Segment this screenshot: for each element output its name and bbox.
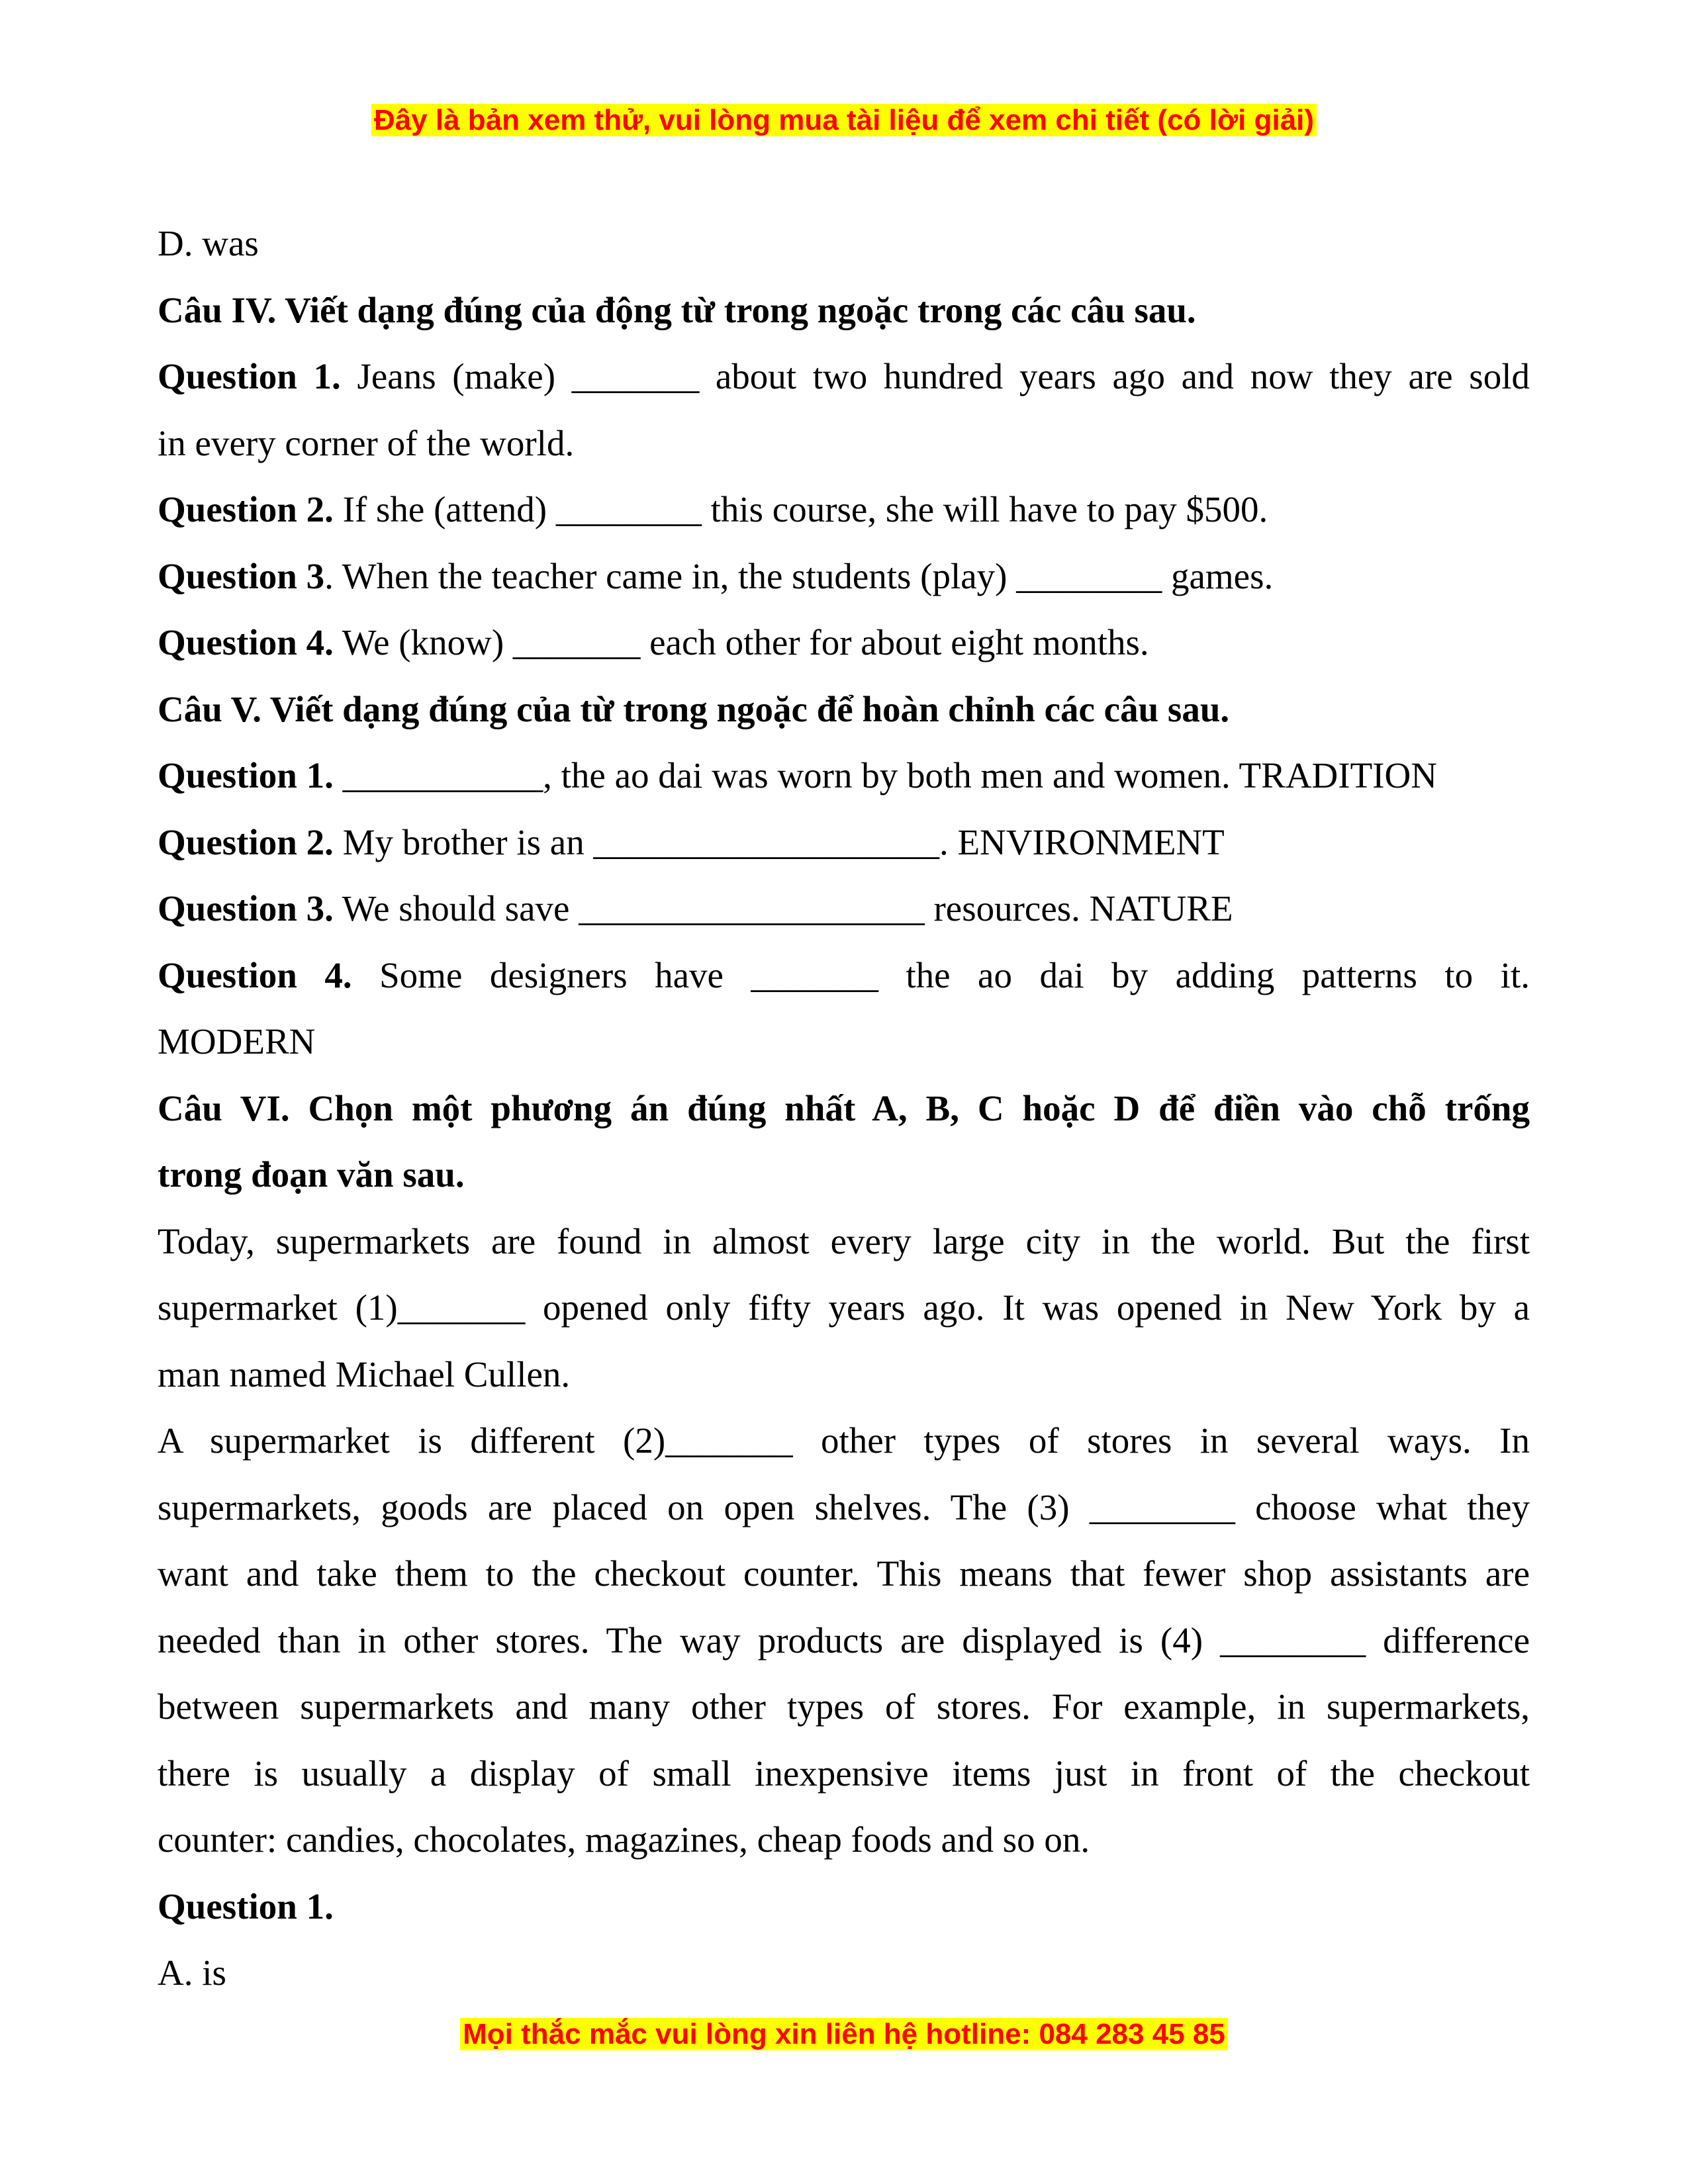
line-text: Jeans (make) _______ about two hundred years ago and now they are sold xyxy=(340,356,1530,396)
line-text: D. was xyxy=(158,223,259,263)
line-bold-text: Question 3 xyxy=(158,555,325,596)
document-line xyxy=(158,1940,1530,2007)
document-line xyxy=(158,543,1530,610)
hotline-notice-banner xyxy=(0,2015,1688,2054)
document-line xyxy=(158,1208,1530,1275)
document-line xyxy=(158,809,1530,876)
document-line xyxy=(158,1342,1530,1408)
preview-notice-banner xyxy=(0,101,1688,140)
document-body xyxy=(158,210,1530,2007)
document-line xyxy=(158,477,1530,543)
document-line xyxy=(158,1741,1530,1807)
document-line xyxy=(158,277,1530,344)
document-line xyxy=(158,1674,1530,1741)
line-text: between supermarkets and many other types of stores. For example, in supermarkets, xyxy=(158,1686,1530,1727)
line-bold-text: Câu IV. Viết dạng đúng của động từ trong ngoặc trong các câu sau. xyxy=(158,289,1196,330)
line-bold-text: Question 4. xyxy=(158,954,352,995)
line-text: supermarkets, goods are placed on open shelves. The (3) ________ choose what they xyxy=(158,1486,1530,1527)
document-line xyxy=(158,1075,1530,1142)
document-line xyxy=(158,343,1530,410)
document-line xyxy=(158,1807,1530,1874)
line-text: . When the teacher came in, the students (play) ________ games. xyxy=(324,555,1274,596)
document-line xyxy=(158,743,1530,809)
line-text: needed than in other stores. The way products are displayed is (4) ________ difference xyxy=(158,1619,1530,1661)
line-bold-text: Question 1. xyxy=(158,1886,334,1927)
document-line xyxy=(158,610,1530,676)
line-text: supermarket (1)_______ opened only fifty years ago. It was opened in New York by a xyxy=(158,1287,1530,1328)
document-line xyxy=(158,876,1530,942)
line-text: ___________, the ao dai was worn by both men and women. TRADITION xyxy=(333,755,1437,796)
line-text: MODERN xyxy=(158,1021,316,1062)
document-line xyxy=(158,1541,1530,1608)
line-bold-text: Question 4. xyxy=(158,622,334,662)
line-text: Some designers have _______ the ao dai by adding patterns to it. xyxy=(352,954,1530,995)
line-bold-text: Câu VI. Chọn một phương án đúng nhất A, B, C hoặc D để điền vào chỗ trống xyxy=(158,1087,1530,1128)
document-line xyxy=(158,1408,1530,1475)
line-bold-text: Question 1. xyxy=(158,755,334,796)
line-text: We (know) _______ each other for about eight months. xyxy=(333,622,1149,662)
document-line xyxy=(158,1142,1530,1208)
preview-notice-text: Đây là bản xem thử, vui lòng mua tài liệu để xem chi tiết (có lời giải) xyxy=(371,104,1317,136)
line-text: counter: candies, chocolates, magazines, cheap foods and so on. xyxy=(158,1819,1090,1860)
document-line xyxy=(158,942,1530,1009)
line-text: man named Michael Cullen. xyxy=(158,1353,571,1394)
line-text: My brother is an ___________________. ENVIRONMENT xyxy=(333,821,1225,862)
document-line xyxy=(158,1608,1530,1674)
line-bold-text: Question 1. xyxy=(158,356,341,396)
line-text: there is usually a display of small inexpensive items just in front of the checkout xyxy=(158,1752,1530,1794)
line-bold-text: trong đoạn văn sau. xyxy=(158,1154,465,1195)
document-line xyxy=(158,1874,1530,1940)
hotline-notice-text: Mọi thắc mắc vui lòng xin liên hệ hotline: 084 283 45 85 xyxy=(460,2018,1228,2050)
line-text: Today, supermarkets are found in almost every large city in the world. But the first xyxy=(158,1220,1530,1261)
document-line xyxy=(158,210,1530,277)
line-text: We should save ___________________ resources. NATURE xyxy=(333,888,1233,929)
line-text: in every corner of the world. xyxy=(158,422,575,463)
line-bold-text: Question 2. xyxy=(158,821,334,862)
document-line xyxy=(158,1475,1530,1541)
line-text: If she (attend) ________ this course, she will have to pay $500. xyxy=(333,489,1268,529)
document-line xyxy=(158,676,1530,743)
line-bold-text: Câu V. Viết dạng đúng của từ trong ngoặc để hoàn chỉnh các câu sau. xyxy=(158,688,1230,729)
line-text: want and take them to the checkout counter. This means that fewer shop assistants are xyxy=(158,1553,1530,1594)
document-line xyxy=(158,1009,1530,1075)
line-bold-text: Question 2. xyxy=(158,489,334,529)
document-line xyxy=(158,410,1530,477)
line-text: A supermarket is different (2)_______ other types of stores in several ways. In xyxy=(158,1420,1530,1461)
line-bold-text: Question 3. xyxy=(158,888,334,929)
line-text: A. is xyxy=(158,1952,226,1993)
document-line xyxy=(158,1275,1530,1342)
